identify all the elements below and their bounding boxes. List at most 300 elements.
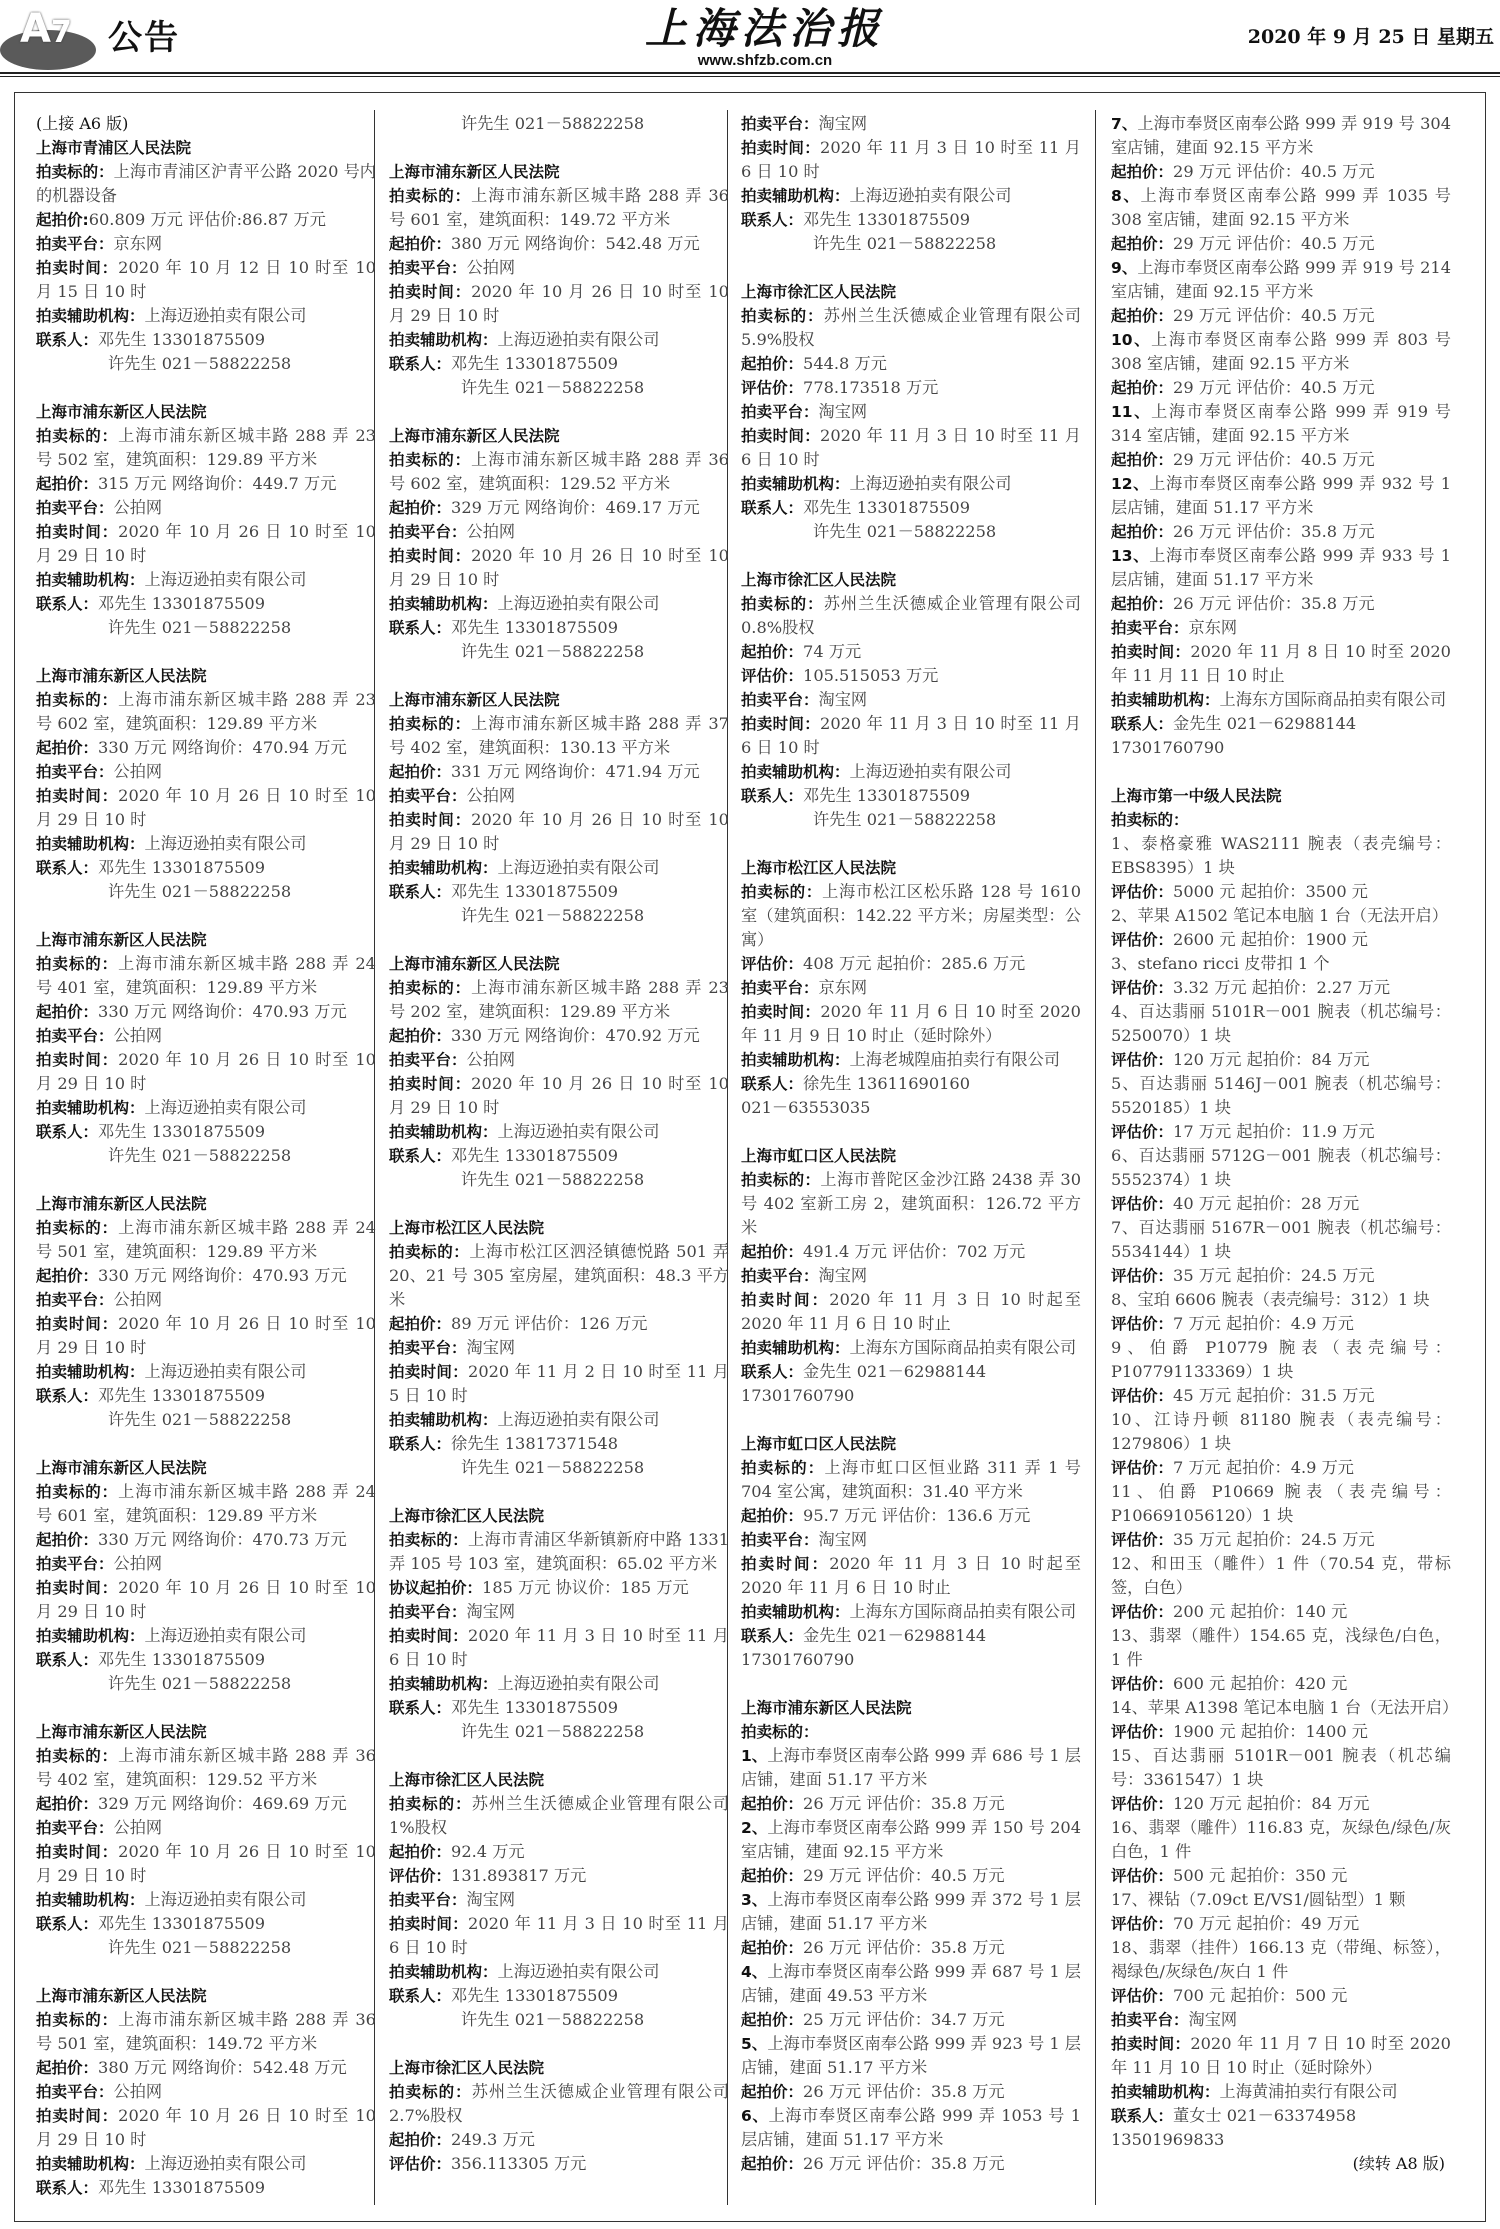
notice-line [1111,1144,1451,1192]
field-label: 拍卖时间： [1111,2035,1191,2053]
notice-line [1111,1984,1451,2008]
field-label: 拍卖标的： [389,451,472,469]
auction-notice [36,1720,376,1960]
field-value: 上海市奉贤区南奉公路 999 弄 803 号 308 室店铺，建面 92.15 平方米 [1111,330,1451,373]
field-label: 起拍价： [1111,307,1174,325]
field-label: 拍卖辅助机构： [741,763,850,781]
field-value: 95.7 万元 评估价：136.6 万元 [803,1506,1031,1525]
court-name: 上海市虹口区人民法院 [741,1147,897,1165]
field-label: 9、 [1111,259,1138,277]
field-label: 拍卖平台： [389,1051,467,1069]
notice-line [1111,928,1451,952]
notice-line [389,2080,729,2128]
notice-line [1111,616,1451,640]
field-label: 拍卖辅助机构： [36,307,145,325]
field-value: 邓先生 13301875509 [451,1146,619,1165]
field-value: 公拍网 [113,1554,163,1573]
field-label: 拍卖辅助机构： [389,859,498,877]
field-label: 联系人： [36,2179,99,2197]
field-value: 89 万元 评估价：126 万元 [451,1314,648,1333]
field-label: 联系人： [741,1627,804,1645]
field-label: 评估价： [1111,1723,1174,1741]
field-value: 上海东方国际商品拍卖有限公司 [849,1338,1077,1357]
field-label: 13、 [1111,547,1150,565]
field-label: 拍卖标的： [36,955,119,973]
field-value: 上海市松江区泗泾镇德悦路 501 弄 20、21 号 305 室房屋，建筑面积：48.3 平方米 [389,1242,729,1309]
notice-line [389,1720,729,1744]
field-value: 4、百达翡丽 5101R－001 腕表（机芯编号：5250070）1 块 [1111,1002,1451,1045]
notice-line [36,520,376,568]
field-value: 许先生 021－58822258 [461,906,645,925]
court-name: 上海市徐汇区人民法院 [741,283,897,301]
court-name: 上海市浦东新区人民法院 [389,691,560,709]
field-label: 起拍价： [1111,235,1174,253]
notice-line [741,712,1081,760]
field-value: 1900 元 起拍价：1400 元 [1173,1722,1368,1741]
field-label: 拍卖平台： [36,1555,114,1573]
field-label: 起拍价： [389,763,452,781]
notice-line [1111,1120,1451,1144]
field-label: 起拍价： [741,1867,804,1885]
field-value: 许先生 021－58822258 [108,1938,292,1957]
field-label: 拍卖辅助机构： [36,2155,145,2173]
field-value: 上海迈逊拍卖有限公司 [144,1626,307,1645]
field-label: 拍卖辅助机构： [389,331,498,349]
notice-line [389,232,729,256]
notice-line [389,1696,729,1720]
field-label: 拍卖平台： [741,691,819,709]
field-label: 2、 [741,1819,768,1837]
field-label: 起拍价： [36,1003,99,1021]
field-value: 上海迈逊拍卖有限公司 [144,1098,307,1117]
field-label: 联系人： [36,1651,99,1669]
notice-line [389,1864,729,1888]
field-value: 13501969833 [1111,2130,1225,2149]
notice-line [1111,1408,1451,1456]
field-value: 2020 年 11 月 3 日 10 时起至 2020 年 11 月 6 日 10 时止 [741,1290,1081,1333]
auction-notice [389,112,729,136]
notice-line [36,1792,376,1816]
field-value: 淘宝网 [466,1602,516,1621]
notice-line [389,640,729,664]
notice-line [741,376,1081,400]
field-value: 35 万元 起拍价：24.5 万元 [1173,1266,1375,1285]
notice-line [389,1624,729,1672]
notice-line [741,184,1081,208]
field-label: 拍卖平台： [389,1891,467,1909]
field-value: 2020 年 10 月 26 日 10 时至 10 月 29 日 10 时 [36,786,376,829]
field-label: 评估价： [1111,1123,1174,1141]
field-value: 500 元 起拍价：350 元 [1173,1866,1348,1885]
field-value: 11、伯爵 P10669 腕表（表壳编号：P106691056120）1 块 [1111,1482,1451,1525]
field-value: 邓先生 13301875509 [98,1386,266,1405]
notice-line [36,1144,376,1168]
field-label: 联系人： [741,211,804,229]
notice-line [1111,1312,1451,1336]
field-label: 拍卖辅助机构： [741,1603,850,1621]
field-value: 上海市奉贤区南奉公路 999 弄 150 号 204 室店铺，建面 92.15 平方米 [741,1818,1081,1861]
field-label: 3、 [741,1891,768,1909]
field-label: 拍卖时间： [741,139,821,157]
notice-line [36,1576,376,1624]
notice-line [389,1024,729,1048]
field-value: 329 万元 网络询价：469.69 万元 [98,1794,347,1813]
continued-from-note: (上接 A6 版) [36,114,129,133]
field-value: 356.113305 万元 [451,2154,587,2173]
field-value: 2020 年 11 月 3 日 10 时至 11 月 6 日 10 时 [741,714,1081,757]
notice-line [741,664,1081,688]
auction-notice [36,1456,376,1696]
field-label: 拍卖平台： [1111,2011,1189,2029]
field-label: 拍卖辅助机构： [36,835,145,853]
field-label: 起拍价： [741,2011,804,2029]
field-label: 起拍价： [741,2155,804,2173]
field-value: 上海市浦东新区城丰路 288 弄 23 号 502 室，建筑面积：129.89 平方米 [36,426,376,469]
newspaper-url: www.shfzb.com.cn [697,52,833,69]
notice-line [36,328,376,352]
notice-line [1111,1216,1451,1264]
field-label: 评估价： [1111,1195,1174,1213]
notice-line [741,1720,1081,1744]
auction-notice [741,1432,1081,1672]
notice-line [1111,1288,1451,1312]
field-label: 评估价： [1111,1459,1174,1477]
field-value: 778.173518 万元 [803,378,939,397]
notice-line [36,1888,376,1912]
notice-line [36,1288,376,1312]
field-label: 拍卖平台： [389,1603,467,1621]
field-label: 拍卖平台： [36,1819,114,1837]
notice-line [741,496,1081,520]
notice-line [1111,1696,1459,1720]
field-value: 185 万元 协议价：185 万元 [482,1578,689,1597]
notice-line [741,1816,1081,1864]
column-divider [1095,110,1096,2205]
notice-line [1111,400,1451,448]
field-label: 拍卖辅助机构： [36,571,145,589]
notice-line [741,400,1081,424]
notice-line [389,352,729,376]
field-label: 联系人： [741,787,804,805]
notice-line [741,808,1081,832]
field-value: 淘宝网 [818,402,868,421]
field-label: 拍卖标的： [36,2011,119,2029]
field-value: 上海迈逊拍卖有限公司 [497,1410,660,1429]
field-value: 6、百达翡丽 5712G－001 腕表（机芯编号：5552374）1 块 [1111,1146,1451,1189]
notice-line [36,856,376,880]
notice-line [36,352,376,376]
field-value: 许先生 021－58822258 [108,882,292,901]
auction-notice [389,688,729,928]
notice-line [389,2128,729,2152]
notice-line [36,784,376,832]
notice-line [389,1360,729,1408]
field-value: 上海迈逊拍卖有限公司 [497,858,660,877]
notice-line [389,2152,729,2176]
field-label: 起拍价： [1111,163,1174,181]
notice-line [741,2152,1081,2176]
field-label: 拍卖平台： [389,787,467,805]
field-label: 评估价： [1111,1987,1174,2005]
field-value: 京东网 [113,234,163,253]
court-name: 上海市浦东新区人民法院 [36,1987,207,2005]
field-label: 联系人： [389,619,452,637]
field-label: 拍卖标的： [389,1243,470,1261]
court-name: 上海市浦东新区人民法院 [389,163,560,181]
field-value: 金先生 021－62988144 [803,1626,987,1645]
field-value: 2020 年 10 月 26 日 10 时至 10 月 29 日 10 时 [36,1842,376,1885]
field-label: 起拍价： [389,2131,452,2149]
notice-line [741,1744,1081,1792]
notice-line [1111,1864,1451,1888]
field-label: 拍卖时间： [36,2107,119,2125]
notice-line [741,1552,1081,1600]
field-label: 起拍价： [389,1843,452,1861]
notice-line [1111,1912,1451,1936]
field-label: 拍卖辅助机构： [36,1363,145,1381]
notice-line [1111,1048,1451,1072]
notice-line [741,1528,1081,1552]
field-label: 拍卖时间： [389,547,472,565]
notice-line [1111,2032,1451,2080]
field-value: 公拍网 [113,1818,163,1837]
field-value: 邓先生 13301875509 [803,210,971,229]
field-value: 上海市奉贤区南奉公路 999 弄 919 号 214 室店铺，建面 92.15 平方米 [1111,258,1451,301]
field-label: 5、 [741,2035,768,2053]
notice-line [389,1072,729,1120]
field-value: 26 万元 评估价：35.8 万元 [803,1938,1005,1957]
auction-notice [36,1984,376,2200]
notice-line [1111,472,1451,520]
field-value: 上海迈逊拍卖有限公司 [849,186,1012,205]
notice-line [1111,256,1451,304]
field-value: 许先生 021－58822258 [461,1722,645,1741]
notice-line [36,1312,376,1360]
field-label: 联系人： [36,1387,99,1405]
notice-line [1111,1000,1451,1048]
field-value: 邓先生 13301875509 [98,1122,266,1141]
field-value: 7 万元 起拍价：4.9 万元 [1173,1314,1354,1333]
field-value: 2020 年 10 月 26 日 10 时至 10 月 29 日 10 时 [389,282,729,325]
field-value: 淘宝网 [466,1338,516,1357]
field-value: 330 万元 网络询价：470.94 万元 [98,738,347,757]
notice-line [36,2104,376,2152]
field-value: 29 万元 评估价：40.5 万元 [1173,306,1375,325]
field-label: 起拍价： [36,1267,99,1285]
field-value: 14、苹果 A1398 笔记本电脑 1 台（无法开启） [1111,1698,1459,1717]
court-name: 上海市浦东新区人民法院 [389,955,560,973]
field-value: 上海市奉贤区南奉公路 999 弄 1035 号 308 室店铺，建面 92.15 平方米 [1111,186,1451,229]
field-label: 起拍价： [741,1939,804,1957]
field-label: 拍卖平台： [741,979,819,997]
notice-line [36,1624,376,1648]
field-label: 起拍价： [36,2059,99,2077]
field-label: 评估价： [741,955,804,973]
auction-notice [389,1504,729,1744]
field-label: 拍卖时间： [389,811,472,829]
notice-line [1111,448,1451,472]
field-value: 邓先生 13301875509 [98,2178,266,2197]
field-label: 联系人： [36,1915,99,1933]
notice-line [389,328,729,352]
court-name: 上海市松江区人民法院 [741,859,897,877]
field-value: 2020 年 10 月 26 日 10 时至 10 月 29 日 10 时 [36,522,376,565]
notice-line [36,1384,376,1408]
field-value: 许先生 021－58822258 [813,810,997,829]
notice-line [741,1096,1081,1120]
auction-notice [741,280,1081,544]
field-value: 491.4 万元 评估价：702 万元 [803,1242,1026,1261]
field-label: 起拍价： [36,475,99,493]
field-label: 拍卖时间： [389,1075,472,1093]
field-label: 拍卖标的： [389,187,472,205]
field-value: 上海市奉贤区南奉公路 999 弄 919 号 304 室店铺，建面 92.15 平方米 [1111,114,1451,157]
auction-notice [741,1696,1081,2176]
notice-line [741,1792,1081,1816]
field-value: 2、苹果 A1502 笔记本电脑 1 台（无法开启） [1111,906,1448,925]
field-label: 起拍价: [36,211,89,229]
notice-line [1111,1336,1451,1384]
field-label: 拍卖辅助机构： [741,187,850,205]
notice-line [741,1360,1081,1384]
notice-line [741,1264,1081,1288]
field-value: 200 元 起拍价：140 元 [1173,1602,1348,1621]
field-value: 邓先生 13301875509 [98,1650,266,1669]
notice-line [741,1504,1081,1528]
notice-line [389,880,729,904]
field-value: 上海迈逊拍卖有限公司 [144,1362,307,1381]
field-value: 许先生 021－58822258 [461,1458,645,1477]
notice-line [36,1048,376,1096]
notice-line [36,1264,376,1288]
field-label: 6、 [741,2107,769,2125]
field-label: 评估价： [1111,1675,1174,1693]
notice-line [389,856,729,880]
field-value: 26 万元 评估价：35.8 万元 [803,2154,1005,2173]
field-value: 上海市浦东新区城丰路 288 弄 24 号 601 室，建筑面积：129.89 平方米 [36,1482,376,1525]
notice-line [36,2008,376,2056]
notice-line [389,1168,729,1192]
field-value: 邓先生 13301875509 [451,354,619,373]
notice-line [1111,1672,1451,1696]
notice-line [36,160,376,208]
notice-line [1111,2128,1451,2152]
field-value: 上海东方国际商品拍卖有限公司 [1219,690,1447,709]
notice-line [1111,976,1451,1000]
field-label: 10、 [1111,331,1152,349]
notice-line [389,784,729,808]
field-value: 45 万元 起拍价：31.5 万元 [1173,1386,1375,1405]
notice-line [741,1624,1081,1648]
field-value: 330 万元 网络询价：470.93 万元 [98,1266,347,1285]
field-value: 上海市浦东新区城丰路 288 弄 23 号 602 室，建筑面积：129.89 平方米 [36,690,376,733]
field-value: 17、裸钻（7.09ct E/VS1/圆钻型）1 颗 [1111,1890,1406,1909]
field-value: 29 万元 评估价：40.5 万元 [1173,450,1375,469]
field-label: 起拍价： [741,1243,804,1261]
field-label: 拍卖时间： [741,1291,830,1309]
field-value: 邓先生 13301875509 [451,618,619,637]
notice-line [1111,1936,1451,1984]
masthead [620,4,910,69]
notice-line [36,1672,376,1696]
notice-line [389,616,729,640]
notice-line [741,1864,1081,1888]
field-value: 2020 年 11 月 3 日 10 时至 11 月 6 日 10 时 [389,1626,729,1669]
notice-line [1111,1720,1451,1744]
notice-line [389,1576,729,1600]
field-value: 许先生 021－58822258 [108,1410,292,1429]
field-label: 评估价： [1111,1051,1174,1069]
field-label: 起拍价： [741,1507,804,1525]
field-label: 拍卖标的： [741,1723,819,1741]
notice-line [741,784,1081,808]
field-value: 许先生 021－58822258 [108,354,292,373]
field-value: 上海市浦东新区城丰路 288 弄 36 号 402 室，建筑面积：129.52 平方米 [36,1746,376,1789]
notice-line [36,1648,376,1672]
notice-line [389,448,729,496]
notice-line [36,832,376,856]
field-value: 13、翡翠（雕件）154.65 克，浅绿色/白色，1 件 [1111,1626,1451,1669]
notice-line [36,1024,376,1048]
field-value: 120 万元 起拍价：84 万元 [1173,1794,1370,1813]
court-name: 上海市浦东新区人民法院 [36,1723,207,1741]
field-value: 邓先生 13301875509 [803,498,971,517]
field-label: 拍卖平台： [36,763,114,781]
field-label: 协议起拍价： [389,1579,483,1597]
field-label: 拍卖时间： [389,1915,469,1933]
field-value: 上海市青浦区沪青平公路 2020 号内的机器设备 [36,162,376,205]
notice-line [1111,1264,1451,1288]
field-value: 许先生 021－58822258 [461,1170,645,1189]
notice-line [389,1048,729,1072]
field-label: 拍卖辅助机构： [741,1339,850,1357]
field-label: 联系人： [389,883,452,901]
field-value: 邓先生 13301875509 [98,1914,266,1933]
field-label: 评估价： [1111,1315,1174,1333]
field-label: 拍卖辅助机构： [389,1963,498,1981]
field-value: 2600 元 起拍价：1900 元 [1173,930,1368,949]
field-label: 拍卖平台： [389,259,467,277]
notice-line [741,2104,1081,2152]
field-label: 联系人： [36,331,99,349]
notice-line [389,1528,729,1576]
field-value: 29 万元 评估价：40.5 万元 [1173,234,1375,253]
notice-line [36,1096,376,1120]
field-value: 苏州兰生沃德威企业管理有限公司 0.8%股权 [741,594,1081,637]
field-value: 上海迈逊拍卖有限公司 [497,1674,660,1693]
notice-line [36,880,376,904]
court-name: 上海市虹口区人民法院 [741,1435,897,1453]
field-label: 1、 [741,1747,768,1765]
auction-notice [36,664,376,904]
field-label: 评估价： [1111,1795,1174,1813]
field-label: 评估价： [1111,1603,1174,1621]
notice-line [389,1888,729,1912]
field-value: 3、stefano ricci 皮带扣 1 个 [1111,954,1330,973]
field-label: 4、 [741,1963,768,1981]
field-value: 金先生 021－62988144 [1173,714,1357,733]
field-value: 330 万元 网络询价：470.92 万元 [451,1026,700,1045]
field-value: 许先生 021－58822258 [813,234,997,253]
field-label: 拍卖时间： [36,1315,119,1333]
notice-line [36,1912,376,1936]
notice-line [389,1432,729,1456]
notice-line [1111,376,1451,400]
field-value: 许先生 021－58822258 [461,2010,645,2029]
field-value: 2020 年 10 月 26 日 10 时至 10 月 29 日 10 时 [389,810,729,853]
notice-line [36,2080,376,2104]
notice-line [36,592,376,616]
